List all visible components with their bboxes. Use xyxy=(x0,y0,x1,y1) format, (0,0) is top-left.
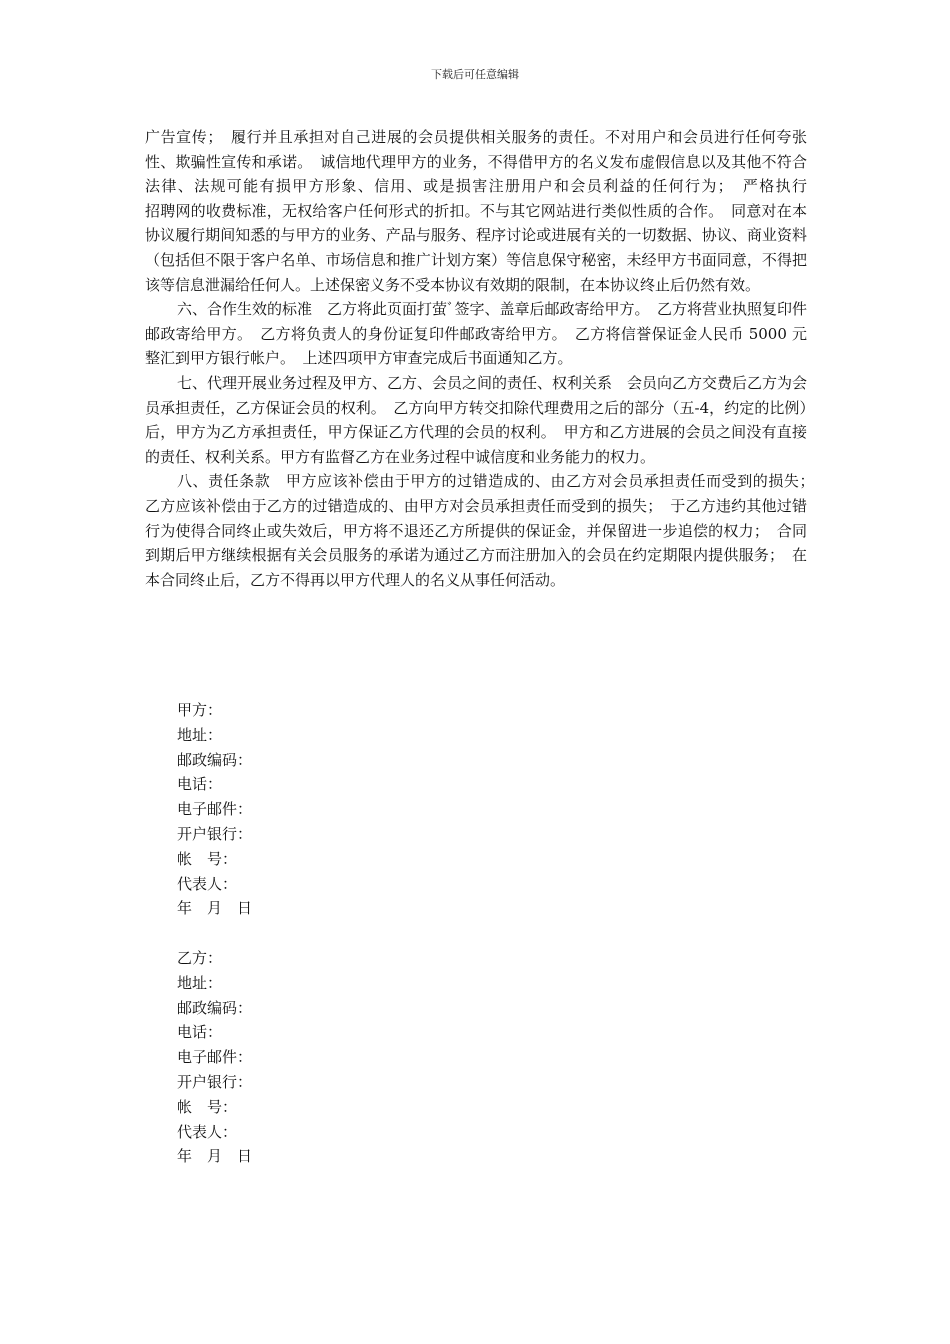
party-a-phone-label: 电话： xyxy=(177,775,223,794)
party-b-signature-block xyxy=(177,946,252,1169)
party-b-account-label: 帐 号： xyxy=(177,1097,238,1116)
party-b-name-label: 乙方： xyxy=(177,949,223,967)
clause-seven-paragraph: 七、代理开展业务过程及甲方、乙方、会员之间的责任、权利关系 会员向乙方交费后乙方为会员承担责任，乙方保证会员的权利。 乙方向甲方转交扣除代理费用之后的部分（五-4，约定的比例）后，甲方为乙方承担责任，甲方保证乙方代理的会员的权利。 甲方和乙方进展的会员之间没有直接的责任、权利关系。甲方有监督乙方在业务过程中诚信度和业务能力的权力。 xyxy=(145,373,808,466)
contract-body xyxy=(145,125,853,592)
party-b-email-label: 电子邮件： xyxy=(177,1048,253,1067)
party-a-account-label: 帐 号： xyxy=(177,849,238,868)
party-b-phone-label: 电话： xyxy=(177,1023,223,1042)
party-b-postcode-label: 邮政编码： xyxy=(177,998,253,1017)
party-b-bank-label: 开户银行： xyxy=(177,1072,253,1091)
party-a-representative-label: 代表人： xyxy=(177,874,238,893)
party-b-date-label: 年 月 日 xyxy=(177,1147,253,1166)
party-b-representative-label: 代表人： xyxy=(177,1122,238,1141)
party-a-name-label: 甲方： xyxy=(177,701,223,719)
clause-six-paragraph: 六、合作生效的标准 乙方将此页面打萤ﾞ签字、盖章后邮政寄给甲方。 乙方将营业执照复印件邮政寄给甲方。 乙方将负责人的身份证复印件邮政寄给甲方。 乙方将信誉保证金人民币 5000 元整汇到甲方银行帐户。 上述四项甲方审查完成后书面通知乙方。 xyxy=(145,300,808,368)
party-a-postcode-label: 邮政编码： xyxy=(177,750,253,769)
clause-eight-paragraph: 八、责任条款 甲方应该补偿由于甲方的过错造成的、由乙方对会员承担责任而受到的损失； 乙方应该补偿由于乙方的过错造成的、由甲方对会员承担责任而受到的损失； 于乙方违约其他过错行为使得合同终止或失效后，甲方将不退还乙方所提供的保证金，并保留进一步追偿的权力； 合同到期后甲方继续根据有关会员服务的承诺为通过乙方而注册加入的会员在约定期限内提供服务； 在本合同终止后，乙方不得再以甲方代理人的名义从事任何活动。 xyxy=(145,472,823,589)
party-a-email-label: 电子邮件： xyxy=(177,800,253,819)
party-b-address-label: 地址： xyxy=(177,973,223,992)
clause-paragraph: 广告宣传； 履行并且承担对自己进展的会员提供相关服务的责任。不对用户和会员进行任何夸张性、欺骗性宣传和承诺。 诚信地代理甲方的业务，不得借甲方的名义发布虚假信息以及其他不符合法律、法规可能有损甲方形象、信用、或是损害注册用户和会员利益的任何行为； 严格执行 招聘网的收费标准，无权给客户任何形式的折扣。不与其它网站进行类似性质的合作。 同意对在本协议履行期间知悉的与甲方的业务、产品与服务、程序讨论或进展有关的一切数据、协议、商业资料（包括但不限于客户名单、市场信息和推广计划方案）等信息保守秘密，未经甲方书面同意，不得把该等信息泄漏给任何人。上述保密义务不受本协议有效期的限制，在本协议终止后仍然有效。 xyxy=(145,128,853,294)
party-a-address-label: 地址： xyxy=(177,725,223,744)
party-a-bank-label: 开户银行： xyxy=(177,824,253,843)
party-a-signature-block xyxy=(177,698,252,921)
party-a-date-label: 年 月 日 xyxy=(177,899,253,918)
page-header-note: 下载后可任意编辑 xyxy=(431,68,519,81)
